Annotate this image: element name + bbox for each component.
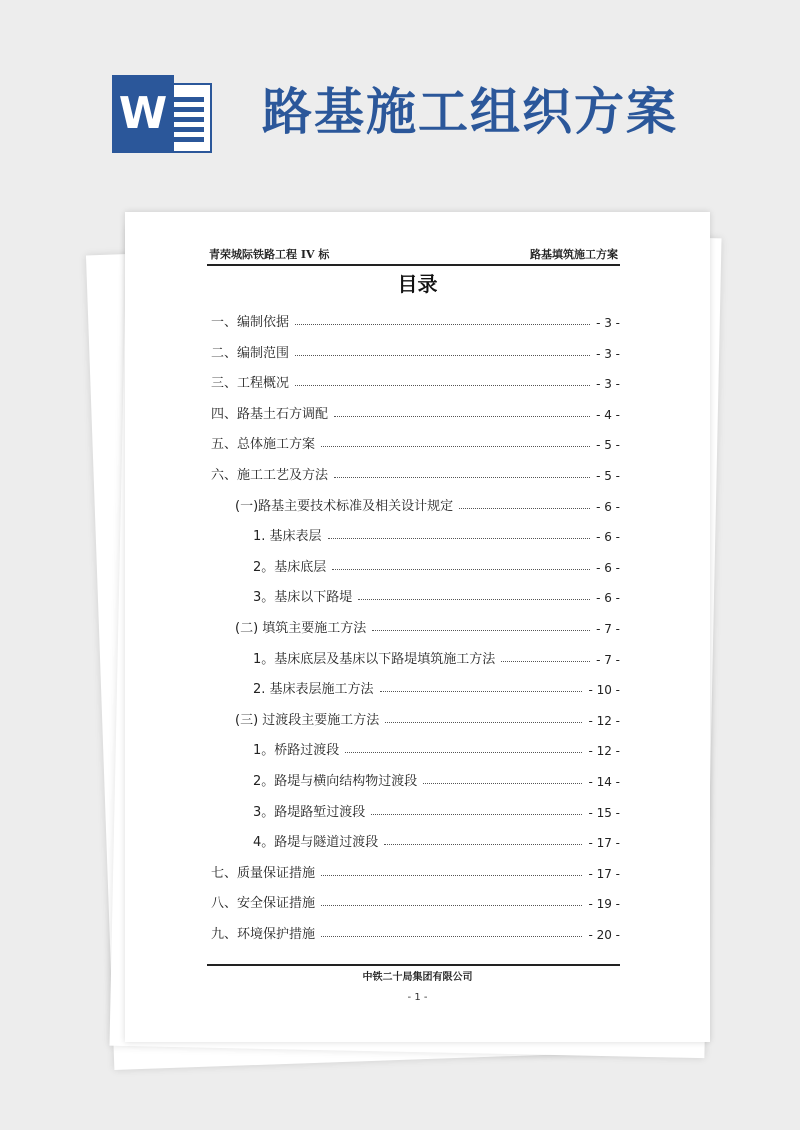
toc-entry[interactable] — [211, 492, 620, 514]
toc-entry-page: - 6 - — [596, 591, 620, 606]
toc-dot-leader — [295, 385, 590, 386]
toc-dot-leader — [385, 722, 582, 723]
toc-entry-label: 1。基床底层及基床以下路堤填筑施工方法 — [253, 651, 496, 667]
toc-dot-leader — [321, 875, 582, 876]
word-app-icon — [112, 75, 214, 153]
toc-entry-label: 2。路堤与横向结构物过渡段 — [253, 774, 418, 789]
toc-entry-page: - 7 - — [596, 652, 620, 667]
toc-entry[interactable] — [211, 461, 620, 483]
toc-entry-label: 4。路堤与隧道过渡段 — [253, 835, 379, 851]
toc-entry-page: - 19 - — [588, 897, 620, 912]
toc-entry-page: - 6 - — [596, 499, 620, 514]
toc-entry-page: - 7 - — [596, 622, 620, 636]
toc-entry[interactable] — [211, 400, 620, 422]
toc-dot-leader — [295, 355, 590, 356]
toc-entry[interactable] — [211, 430, 620, 452]
toc-entry-label: 七、质量保证措施 — [211, 865, 316, 881]
page-footer: 中铁二十局集团有限公司 — [362, 972, 473, 983]
toc-entry-page: - 3 - — [596, 316, 620, 330]
toc-entry[interactable] — [211, 369, 620, 391]
toc-entry-page: - 15 - — [588, 805, 620, 820]
banner-title: 路基施工组织方案 — [262, 83, 678, 141]
toc-entry[interactable] — [211, 736, 620, 758]
toc-entry[interactable] — [211, 583, 620, 605]
toc-entry[interactable] — [211, 798, 620, 820]
toc-entry[interactable] — [211, 767, 620, 789]
toc-entry-page: - 6 - — [596, 530, 620, 545]
toc-entry-page: - 14 - — [588, 775, 620, 789]
toc-entry-label: 1。桥路过渡段 — [253, 743, 340, 759]
toc-dot-leader — [332, 569, 590, 570]
toc-dot-leader — [380, 691, 583, 692]
document-page — [125, 212, 710, 1042]
toc-dot-leader — [358, 599, 590, 600]
page-number: - 1 - — [407, 992, 428, 1003]
toc-entry-page: - 12 - — [588, 713, 620, 728]
toc-dot-leader — [372, 630, 590, 631]
toc-entry[interactable] — [211, 706, 620, 728]
toc-entry-label: 八、安全保证措施 — [211, 896, 316, 912]
toc-entry-page: - 12 - — [588, 744, 620, 759]
toc-entry-label: (三) 过渡段主要施工方法 — [235, 712, 380, 728]
toc-entry-label: 四、路基土石方调配 — [211, 406, 329, 422]
toc-entry-label: 2。基床底层 — [253, 559, 327, 575]
toc-entry-label: (二) 填筑主要施工方法 — [235, 621, 367, 636]
toc-entry-label: (一)路基主要技术标准及相关设计规定 — [235, 498, 454, 514]
page-header — [207, 242, 620, 266]
toc-entry-label: 六、施工工艺及方法 — [211, 468, 329, 483]
toc-dot-leader — [334, 416, 590, 417]
toc-entry-page: - 4 - — [596, 407, 620, 422]
toc-entry[interactable] — [211, 339, 620, 361]
toc-entry-label: 三、工程概况 — [211, 376, 290, 392]
toc-dot-leader — [384, 844, 582, 845]
header-document-name: 路基填筑施工方案 — [530, 248, 618, 261]
toc-entry-label: 1. 基床表层 — [253, 529, 322, 545]
toc-entry[interactable] — [211, 675, 620, 697]
toc-entry-page: - 6 - — [596, 560, 620, 575]
toc-entry-label: 五、总体施工方案 — [211, 437, 316, 453]
toc-entry-label: 一、编制依据 — [211, 315, 290, 330]
toc-entry-page: - 3 - — [596, 377, 620, 392]
toc-entry-label: 九、环境保护措施 — [211, 927, 316, 942]
toc-dot-leader — [345, 752, 582, 753]
toc-entry-page: - 3 - — [596, 346, 620, 361]
toc-dot-leader — [501, 661, 590, 662]
toc-entry-page: - 5 - — [596, 438, 620, 453]
toc-entry-page: - 20 - — [588, 928, 620, 942]
toc-entry[interactable] — [211, 522, 620, 544]
toc-entry[interactable] — [211, 889, 620, 911]
toc-entry-page: - 10 - — [588, 683, 620, 698]
toc-dot-leader — [321, 446, 590, 447]
toc-dot-leader — [321, 905, 582, 906]
toc-entry-page: - 5 - — [596, 469, 620, 483]
toc-dot-leader — [295, 324, 590, 325]
toc-entry-label: 3。路堤路堑过渡段 — [253, 804, 366, 820]
word-letter-badge: W — [112, 75, 174, 153]
toc-entry[interactable] — [211, 553, 620, 575]
toc-dot-leader — [459, 508, 590, 509]
toc-entry-page: - 17 - — [588, 836, 620, 851]
footer-rule — [207, 964, 620, 966]
toc-entry[interactable] — [211, 645, 620, 667]
toc-dot-leader — [423, 783, 582, 784]
toc-dot-leader — [328, 538, 591, 539]
toc-entry[interactable] — [211, 614, 620, 636]
toc-dot-leader — [334, 477, 590, 478]
toc-entry-label: 二、编制范围 — [211, 345, 290, 361]
toc-entry-label: 3。基床以下路堤 — [253, 590, 353, 606]
toc-entry[interactable] — [211, 859, 620, 881]
toc-entry[interactable] — [211, 308, 620, 330]
toc-entry[interactable] — [211, 920, 620, 942]
toc-entry-label: 2. 基床表层施工方法 — [253, 682, 374, 698]
toc-dot-leader — [321, 936, 582, 937]
toc-dot-leader — [371, 814, 582, 815]
toc-entry-page: - 17 - — [588, 866, 620, 881]
toc-entry[interactable] — [211, 828, 620, 850]
header-project-name: 青荣城际铁路工程 IV 标 — [209, 248, 330, 261]
toc-title: 目录 — [397, 272, 438, 296]
